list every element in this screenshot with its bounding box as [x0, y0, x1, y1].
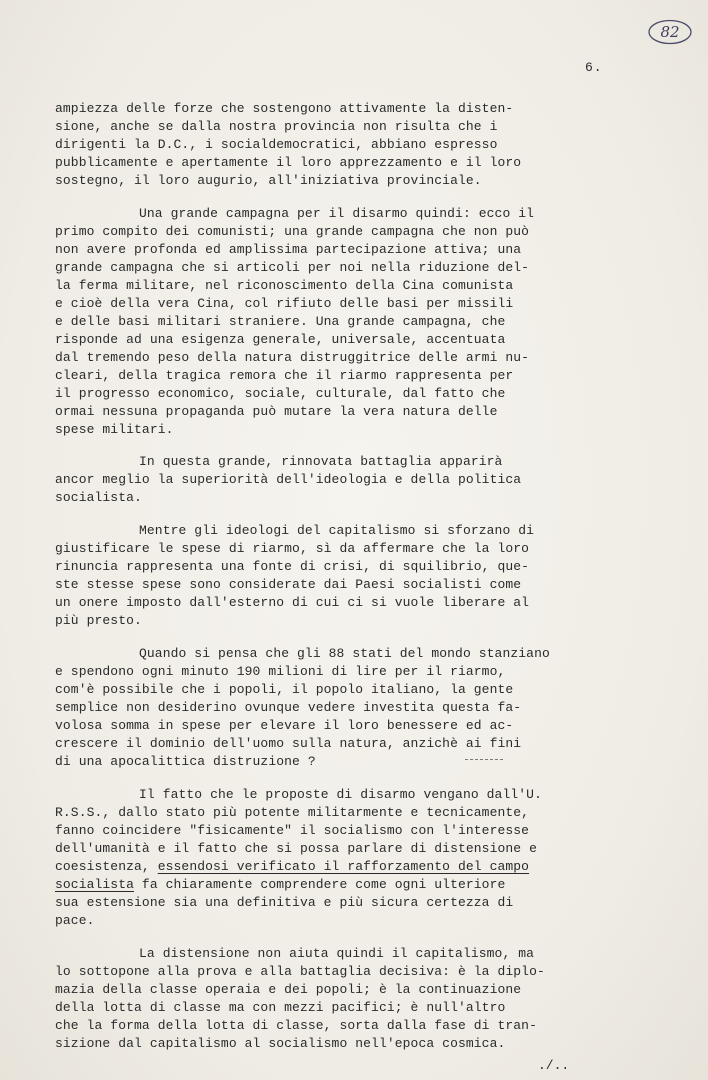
text-line: più presto. [55, 613, 142, 628]
text-line: ormai nessuna propaganda può mutare la vera natura delle [55, 404, 498, 419]
text-line: dirigenti la D.C., i socialdemocratici, abbiano espresso [55, 137, 498, 152]
text-line: dal tremendo peso della natura distruggitrice delle armi nu- [55, 350, 530, 365]
stamp-number: 82 [660, 23, 680, 41]
stamp-circle-icon [646, 18, 694, 46]
text-line: e spendono ogni minuto 190 milioni di lire per il riarmo, [55, 664, 506, 679]
text-line: e delle basi militari straniere. Una grande campagna, che [55, 314, 506, 329]
text-line: dell'umanità e il fatto che si possa parlare di distensione e [55, 841, 537, 856]
text-line: sua estensione sia una definitiva e più sicura certezza di [55, 895, 514, 910]
text-line: della lotta di classe ma con mezzi pacifici; è null'altro [55, 1000, 506, 1015]
text-line: com'è possibile che i popoli, il popolo italiano, la gente [55, 682, 514, 697]
text-line: La distensione non aiuta quindi il capitalismo, ma [139, 946, 535, 961]
text-line [55, 877, 505, 893]
handwritten-dash [465, 759, 503, 761]
text-line: Il fatto che le proposte di disarmo vengano dall'U. [139, 787, 542, 802]
text-line: sizione dal capitalismo al socialismo nell'epoca cosmica. [55, 1036, 506, 1051]
text-line: di una apocalittica distruzione ? [55, 754, 316, 769]
text-segment: coesistenza, [55, 859, 158, 874]
text-line: spese militari. [55, 422, 174, 437]
text-line: sostegno, il loro augurio, all'iniziativa provinciale. [55, 173, 482, 188]
text-line: sione, anche se dalla nostra provincia non risulta che i [55, 119, 498, 134]
text-line: semplice non desiderino ovunque vedere investita questa fa- [55, 700, 522, 715]
text-line: pace. [55, 913, 95, 928]
text-line: ancor meglio la superiorità dell'ideologia e della politica [55, 472, 522, 487]
text-line: grande campagna che si articoli per noi nella riduzione del- [55, 260, 530, 275]
text-line: rinuncia rappresenta una fonte di crisi, di squilibrio, que- [55, 559, 530, 574]
text-line: mazia della classe operaia e dei popoli; è la continuazione [55, 982, 522, 997]
text-line: volosa somma in spese per elevare il loro benessere ed ac- [55, 718, 514, 733]
text-line: socialista. [55, 490, 142, 505]
page-number: 6. [585, 60, 603, 75]
text-segment: fa chiaramente comprendere come ogni ulteriore [134, 877, 506, 892]
text-line: In questa grande, rinnovata battaglia apparirà [139, 454, 503, 469]
text-line: ste stesse spese sono considerate dai Paesi socialisti come [55, 577, 522, 592]
text-line: risponde ad una esigenza generale, universale, accentuata [55, 332, 506, 347]
continuation-mark: ./.. [538, 1058, 570, 1073]
text-line: un onere imposto dall'esterno di cui ci si vuole liberare al [55, 595, 530, 610]
text-line: fanno coincidere "fisicamente" il socialismo con l'interesse [55, 823, 530, 838]
underlined-text: socialista [55, 877, 135, 892]
text-line: primo compito dei comunisti; una grande campagna che non può [55, 224, 530, 239]
text-line: crescere il dominio dell'uomo sulla natura, anzichè ai fini [55, 736, 522, 751]
text-line: Quando si pensa che gli 88 stati del mondo stanziano [139, 646, 550, 661]
text-line: pubblicamente e apertamente il loro apprezzamento e il loro [55, 155, 522, 170]
underlined-text: essendosi verificato il rafforzamento del campo [157, 859, 530, 874]
text-line: cleari, della tragica remora che il riarmo rappresenta per [55, 368, 514, 383]
text-line [55, 859, 529, 875]
page-stamp [646, 18, 694, 46]
text-line: lo sottopone alla prova e alla battaglia decisiva: è la diplo- [55, 964, 545, 979]
text-line: Una grande campagna per il disarmo quindi: ecco il [139, 206, 535, 221]
text-line: e cioè della vera Cina, col rifiuto delle basi per missili [55, 296, 514, 311]
text-line: non avere profonda ed amplissima partecipazione attiva; una [55, 242, 522, 257]
text-line: la ferma militare, nel riconoscimento della Cina comunista [55, 278, 514, 293]
text-line: ampiezza delle forze che sostengono attivamente la disten- [55, 101, 514, 116]
text-line: R.S.S., dallo stato più potente militarmente e tecnicamente, [55, 805, 530, 820]
text-line: il progresso economico, sociale, culturale, dal fatto che [55, 386, 506, 401]
text-line: che la forma della lotta di classe, sorta dalla fase di tran- [55, 1018, 537, 1033]
text-line: Mentre gli ideologi del capitalismo si sforzano di [139, 523, 535, 538]
text-line: giustificare le spese di riarmo, sì da affermare che la loro [55, 541, 530, 556]
